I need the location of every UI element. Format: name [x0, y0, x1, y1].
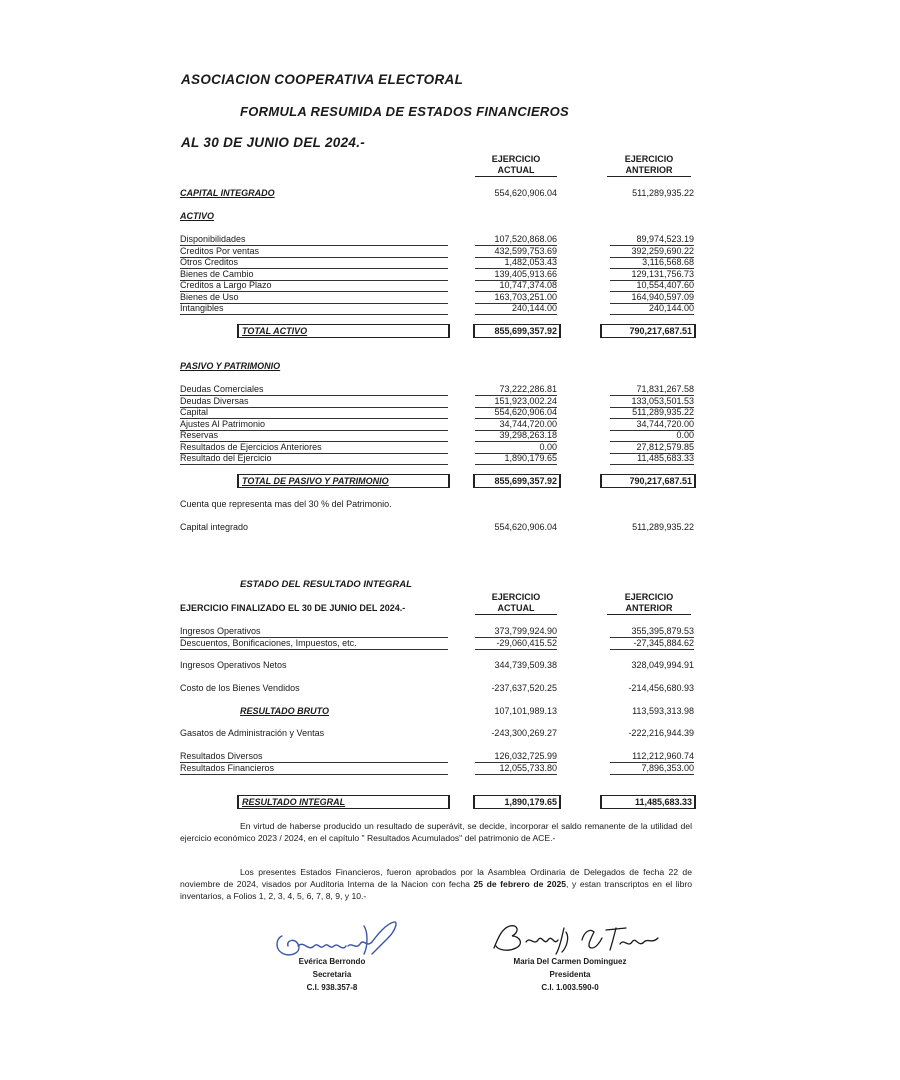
activo-row-actual: 1,482,053.43: [475, 257, 557, 269]
pasivo-row-label: Deudas Diversas: [180, 396, 448, 408]
nota-text: Cuenta que representa mas del 30 % del Patrimonio.: [180, 499, 392, 509]
activo-row-label: Bienes de Uso: [180, 292, 448, 304]
activo-row: [180, 303, 694, 315]
signature-left-name: Evérica Berrondo: [298, 957, 366, 966]
activo-row-label: Disponibilidades: [180, 234, 448, 246]
column-header-actual: [475, 154, 557, 177]
descuentos-actual: -29,060,415.52: [475, 638, 557, 650]
pasivo-section-title: PASIVO Y PATRIMONIO: [180, 361, 281, 371]
paragraph-aprobacion: [180, 866, 692, 902]
gastos-admin-actual: -243,300,269.27: [491, 728, 557, 738]
resultados-financieros-anterior: 7,896,353.00: [610, 763, 694, 775]
activo-row-anterior: 3,116,568.68: [610, 257, 694, 269]
pasivo-row-label: Capital: [180, 407, 448, 419]
organization-title: ASOCIACION COOPERATIVA ELECTORAL: [181, 72, 464, 87]
resultados-diversos-anterior: 112,212,960.74: [610, 751, 694, 763]
column-header-anterior-2: [607, 592, 691, 615]
activo-row-label: Creditos Por ventas: [180, 246, 448, 258]
pasivo-row-label: Resultado del Ejercicio: [180, 453, 448, 465]
column-header-anterior-line2: ANTERIOR: [607, 165, 691, 177]
activo-row-anterior: 392,259,690.22: [610, 246, 694, 258]
pasivo-row-label: Resultados de Ejercicios Anteriores: [180, 442, 448, 454]
activo-row: [180, 292, 694, 304]
ingresos-netos-actual: 344,739,509.38: [494, 660, 557, 670]
activo-row-actual: 107,520,868.06: [475, 234, 557, 246]
descuentos-row: [180, 638, 694, 650]
pasivo-row-actual: 34,744,720.00: [475, 419, 557, 431]
column-header-anterior-2-line1: EJERCICIO: [624, 592, 674, 602]
pasivo-row-actual: 73,222,286.81: [475, 384, 557, 396]
pasivo-row-actual: 554,620,906.04: [475, 407, 557, 419]
total-activo-label: TOTAL ACTIVO: [237, 324, 450, 338]
pasivo-row: [180, 384, 694, 396]
resultados-financieros-actual: 12,055,733.80: [475, 763, 557, 775]
column-header-actual-line1: EJERCICIO: [491, 154, 541, 164]
activo-row: [180, 280, 694, 292]
pasivo-row-actual: 1,890,179.65: [475, 453, 557, 465]
total-activo-actual: 855,699,357.92: [473, 324, 561, 338]
resultado-subtitle: EJERCICIO FINALIZADO EL 30 DE JUNIO DEL 2024.-: [180, 603, 406, 613]
signature-left: [272, 955, 392, 994]
nota-capital-row: [180, 522, 694, 534]
activo-row-actual: 163,703,251.00: [475, 292, 557, 304]
capital-integrado-label: CAPITAL INTEGRADO: [180, 188, 275, 198]
column-header-actual-2-line2: ACTUAL: [475, 603, 557, 615]
ingresos-operativos-actual: 373,799,924.90: [475, 626, 557, 638]
pasivo-row-anterior: 11,485,683.33: [610, 453, 694, 465]
pasivo-row-anterior: 511,289,935.22: [610, 407, 694, 419]
column-header-anterior: [607, 154, 691, 177]
pasivo-row-actual: 0.00: [475, 442, 557, 454]
pasivo-row-anterior: 34,744,720.00: [610, 419, 694, 431]
activo-row: [180, 269, 694, 281]
resultado-bruto-actual: 107,101,989.13: [494, 706, 557, 716]
descuentos-anterior: -27,345,884.62: [610, 638, 694, 650]
resultado-bruto-anterior: 113,593,313.98: [632, 706, 694, 716]
costo-bienes-actual: -237,637,520.25: [491, 683, 557, 693]
paragraph-aprobacion-date: 25 de febrero de 2025: [473, 879, 567, 889]
resultado-bruto-row: [180, 706, 694, 718]
resultados-diversos-label: Resultados Diversos: [180, 751, 448, 763]
pasivo-row-label: Deudas Comerciales: [180, 384, 448, 396]
gastos-admin-anterior: -222,216,944.39: [628, 728, 694, 738]
signature-left-id: C.I. 938.357-8: [306, 983, 358, 992]
total-activo-anterior: 790,217,687.51: [600, 324, 696, 338]
signature-right: [480, 955, 660, 994]
resultado-integral-label: RESULTADO INTEGRAL: [237, 795, 450, 809]
pasivo-row-label: Ajustes Al Patrimonio: [180, 419, 448, 431]
resultado-integral-actual: 1,890,179.65: [473, 795, 561, 809]
signature-right-role: Presidenta: [549, 970, 591, 979]
pasivo-row: [180, 442, 694, 454]
nota-capital-anterior: 511,289,935.22: [632, 522, 694, 532]
capital-integrado-row: [180, 188, 694, 200]
document-title: FORMULA RESUMIDA DE ESTADOS FINANCIEROS: [240, 104, 569, 119]
resultado-title: ESTADO DEL RESULTADO INTEGRAL: [240, 579, 412, 590]
resultados-financieros-label: Resultados Financieros: [180, 763, 448, 775]
activo-row: [180, 257, 694, 269]
ingresos-netos-row: [180, 660, 694, 672]
pasivo-row: [180, 430, 694, 442]
activo-row-anterior: 240,144.00: [610, 303, 694, 315]
activo-row-anterior: 129,131,756.73: [610, 269, 694, 281]
signature-right-id: C.I. 1.003.590-0: [541, 983, 599, 992]
activo-row-actual: 240,144.00: [475, 303, 557, 315]
costo-bienes-row: [180, 683, 694, 695]
capital-integrado-anterior: 511,289,935.22: [632, 188, 694, 198]
pasivo-row-anterior: 71,831,267.58: [610, 384, 694, 396]
activo-row-label: Intangibles: [180, 303, 448, 315]
nota-capital-actual: 554,620,906.04: [494, 522, 557, 532]
column-header-anterior-2-line2: ANTERIOR: [607, 603, 691, 615]
total-pasivo-label: TOTAL DE PASIVO Y PATRIMONIO: [237, 474, 450, 488]
signature-right-ink: [486, 918, 666, 958]
total-pasivo-actual: 855,699,357.92: [473, 474, 561, 488]
ingresos-operativos-row: [180, 626, 694, 638]
activo-row: [180, 246, 694, 258]
signature-left-role: Secretaria: [312, 970, 352, 979]
ingresos-netos-label: Ingresos Operativos Netos: [180, 660, 287, 670]
capital-integrado-actual: 554,620,906.04: [494, 188, 557, 198]
activo-row-anterior: 89,974,523.19: [610, 234, 694, 246]
resultados-diversos-row: [180, 751, 694, 763]
resultados-diversos-actual: 126,032,725.99: [475, 751, 557, 763]
pasivo-row: [180, 407, 694, 419]
activo-row-actual: 432,599,753.69: [475, 246, 557, 258]
pasivo-row: [180, 453, 694, 465]
resultados-financieros-row: [180, 763, 694, 775]
pasivo-row-anterior: 27,812,579.85: [610, 442, 694, 454]
activo-row-anterior: 164,940,597.09: [610, 292, 694, 304]
pasivo-row-actual: 151,923,002.24: [475, 396, 557, 408]
column-header-actual-line2: ACTUAL: [475, 165, 557, 177]
activo-row-actual: 139,405,913.66: [475, 269, 557, 281]
activo-row: [180, 234, 694, 246]
pasivo-row-anterior: 133,053,501.53: [610, 396, 694, 408]
ingresos-netos-anterior: 328,049,994.91: [631, 660, 694, 670]
gastos-admin-label: Gasatos de Administración y Ventas: [180, 728, 325, 738]
pasivo-row: [180, 419, 694, 431]
activo-row-actual: 10,747,374.08: [475, 280, 557, 292]
document-date: AL 30 DE JUNIO DEL 2024.-: [181, 135, 366, 150]
ingresos-operativos-anterior: 355,395,879.53: [610, 626, 694, 638]
resultado-bruto-label: RESULTADO BRUTO: [240, 706, 329, 716]
activo-row-label: Otros Creditos: [180, 257, 448, 269]
column-header-anterior-line1: EJERCICIO: [624, 154, 674, 164]
costo-bienes-label: Costo de los Bienes Vendidos: [180, 683, 300, 693]
activo-row-anterior: 10,554,407.60: [610, 280, 694, 292]
paragraph-aprobacion-part2: , y estan transcriptos en el libro inventarios, a Folios 1, 2, 3, 4, 5, 6, 7, 8, 9, y 10.-: [180, 879, 692, 901]
resultado-integral-anterior: 11,485,683.33: [600, 795, 696, 809]
pasivo-row-anterior: 0.00: [610, 430, 694, 442]
descuentos-label: Descuentos, Bonificaciones, Impuestos, etc.: [180, 638, 448, 650]
signature-right-name: Maria Del Carmen Dominguez: [513, 957, 627, 966]
activo-section-title: ACTIVO: [180, 211, 215, 221]
nota-capital-label: Capital integrado: [180, 522, 249, 532]
pasivo-row-label: Reservas: [180, 430, 448, 442]
column-header-actual-2: [475, 592, 557, 615]
paragraph-superavit: En virtud de haberse producido un resultado de superávit, se decide, incorporar el saldo remanente de la utilidad del ejercicio económico 2023 / 2024, en el capítulo " Resultados Acumulados" del patrimonio de ACE.-: [180, 821, 692, 843]
activo-row-label: Bienes de Cambio: [180, 269, 448, 281]
activo-row-label: Creditos a Largo Plazo: [180, 280, 448, 292]
total-pasivo-anterior: 790,217,687.51: [600, 474, 696, 488]
column-header-actual-2-line1: EJERCICIO: [491, 592, 541, 602]
costo-bienes-anterior: -214,456,680.93: [628, 683, 694, 693]
pasivo-row: [180, 396, 694, 408]
paragraph-aprobacion-part1: Los presentes Estados Financieros, fueron aprobados por la Asamblea Ordinaria de Delegados de fecha 22 de noviembre de 2024, visados por Auditoria Interna de la Nacion con fecha: [180, 867, 692, 889]
pasivo-row-actual: 39,298,263.18: [475, 430, 557, 442]
ingresos-operativos-label: Ingresos Operativos: [180, 626, 448, 638]
gastos-admin-row: [180, 728, 694, 740]
